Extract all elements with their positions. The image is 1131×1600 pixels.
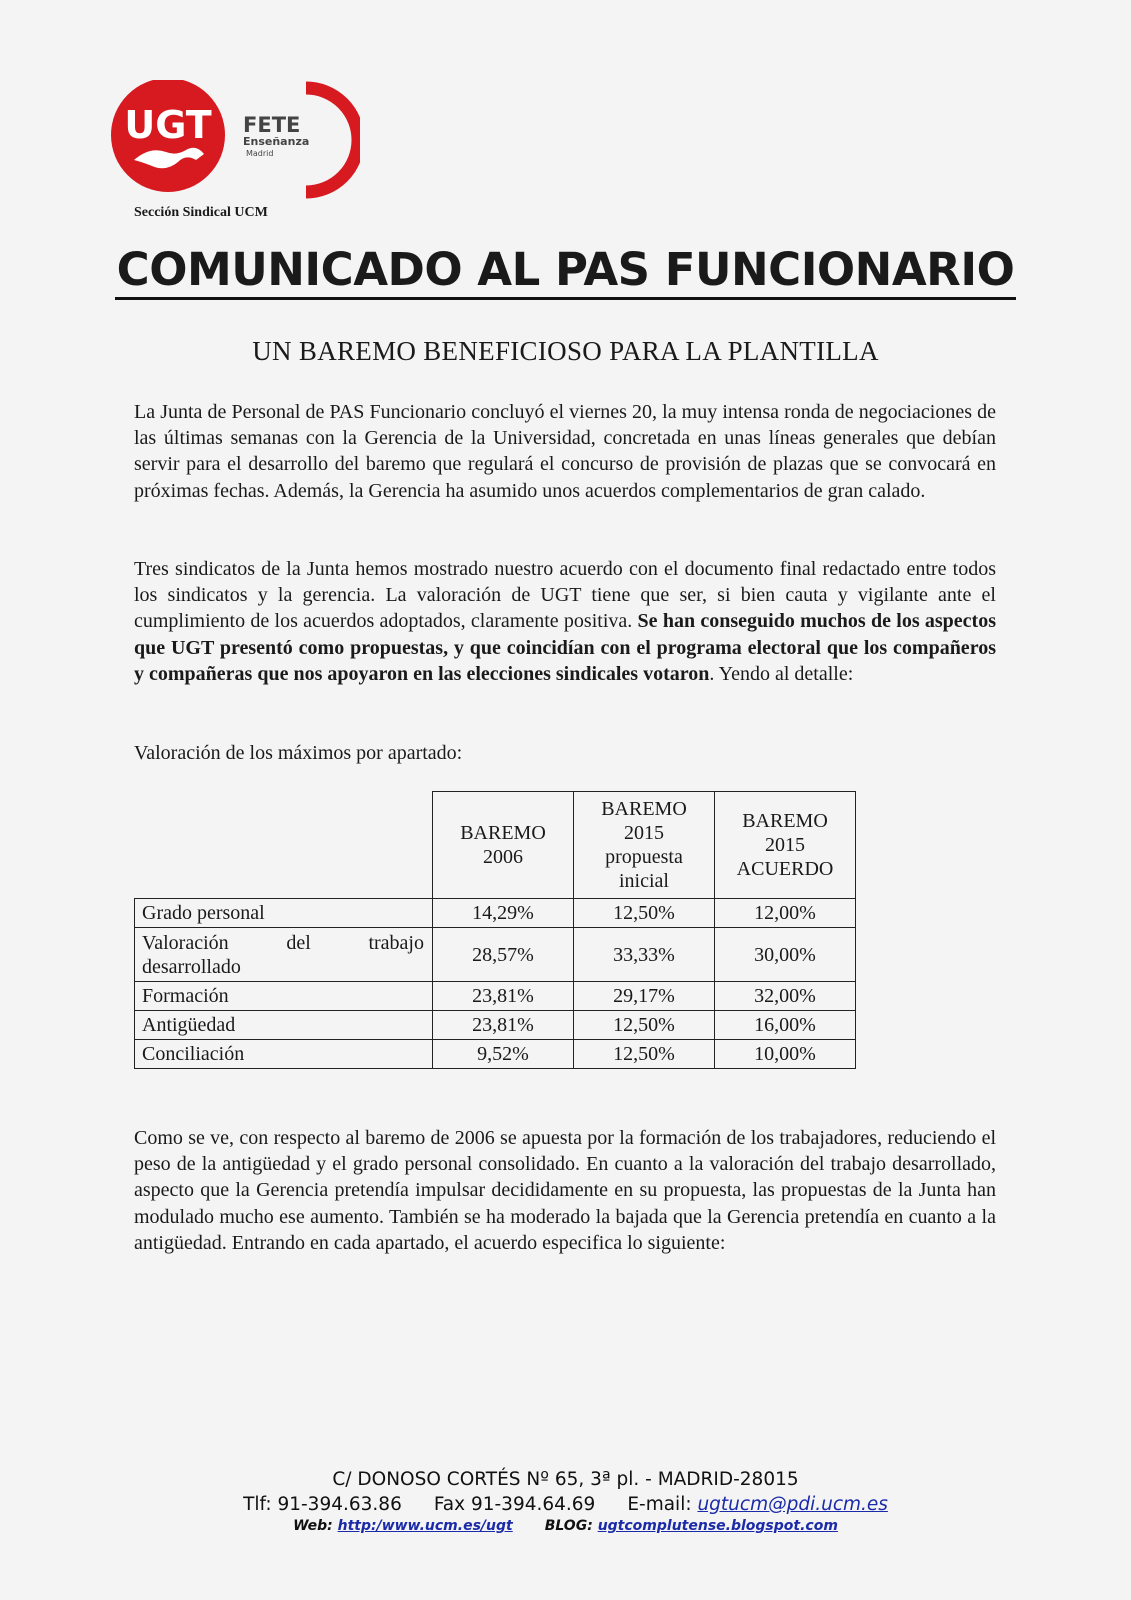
footer-address: C/ DONOSO CORTÉS Nº 65, 3ª pl. - MADRID-28015 bbox=[332, 1469, 799, 1490]
footer-tel: Tlf: 91-394.63.86 bbox=[243, 1494, 402, 1515]
ugt-fete-logo bbox=[110, 80, 360, 200]
fete-logo-arc bbox=[306, 88, 358, 192]
row-label: Conciliación bbox=[135, 1040, 433, 1069]
cell-value: 12,50% bbox=[574, 1011, 715, 1040]
header-empty-cell bbox=[135, 792, 433, 899]
paragraph-intro: La Junta de Personal de PAS Funcionario concluyó el viernes 20, la muy intensa ronda de negociaciones de las últimas semanas con la Gerencia de la Universidad, concretada en unas líneas generales que debían servir para el desarrollo del baremo que regulará el concurso de provisión de plazas que se convocará en próximas fechas. Además, la Gerencia ha asumido unos acuerdos complementarios de gran calado. bbox=[134, 401, 996, 502]
table-row bbox=[135, 1040, 856, 1069]
cell-value: 28,57% bbox=[433, 928, 574, 982]
cell-value: 23,81% bbox=[433, 982, 574, 1011]
email-link[interactable]: ugtucm@pdi.ucm.es bbox=[697, 1494, 888, 1515]
footer-contact: Tlf: 91-394.63.86 Fax 91-394.64.69 E-mail: ugtucm@pdi.ucm.es bbox=[243, 1494, 888, 1515]
table-row bbox=[135, 982, 856, 1011]
cell-value: 33,33% bbox=[574, 928, 715, 982]
baremo-table bbox=[134, 791, 856, 1069]
row-label: Valoración del trabajo desarrollado bbox=[135, 928, 433, 982]
table-row bbox=[135, 928, 856, 982]
cell-value: 14,29% bbox=[433, 899, 574, 928]
cell-value: 12,00% bbox=[715, 899, 856, 928]
web-link[interactable]: http:/www.ucm.es/ugt bbox=[337, 1518, 513, 1534]
header-baremo-2015-acuerdo: BAREMO 2015 ACUERDO bbox=[715, 792, 856, 899]
fete-logo-text: FETE bbox=[243, 113, 301, 137]
paragraph-conclusion: Como se ve, con respecto al baremo de 2006 se apuesta por la formación de los trabajadores, reduciendo el peso de la antigüedad y el grado personal consolidado. En cuanto a la valoración del trabajo desarrollado, aspecto que la Gerencia pretendía impulsar decididamente en su propuesta, las propuestas de la Junta han modulado mucho ese aumento. También se ha moderado la bajada que la Gerencia pretendía en cuanto a la antigüedad. Entrando en cada apartado, el acuerdo especifica lo siguiente: bbox=[134, 1127, 996, 1254]
page-subtitle: UN BAREMO BENEFICIOSO PARA LA PLANTILLA bbox=[252, 336, 879, 366]
ugt-logo-text: UGT bbox=[124, 103, 212, 147]
cell-value: 9,52% bbox=[433, 1040, 574, 1069]
table-header-row bbox=[135, 792, 856, 899]
cell-value: 32,00% bbox=[715, 982, 856, 1011]
header-baremo-2015-propuesta: BAREMO 2015 propuesta inicial bbox=[574, 792, 715, 899]
cell-value: 30,00% bbox=[715, 928, 856, 982]
fete-logo-sub2: Madrid bbox=[246, 149, 274, 158]
row-label: Antigüedad bbox=[135, 1011, 433, 1040]
table-caption: Valoración de los máximos por apartado: bbox=[134, 742, 463, 764]
cell-value: 23,81% bbox=[433, 1011, 574, 1040]
row-label: Grado personal bbox=[135, 899, 433, 928]
table-row bbox=[135, 1011, 856, 1040]
paragraph-valoracion: Tres sindicatos de la Junta hemos mostrado nuestro acuerdo con el documento final redactado entre todos los sindicatos y la gerencia. La valoración de UGT tiene que ser, si bien cauta y vigilante ante el cumplimiento de los acuerdos adoptados, claramente positiva. Se han conseguido muchos de los aspectos que UGT presentó como propuestas, y que coincidían con el programa electoral que los compañeros y compañeras que nos apoyaron en las elecciones sindicales votaron. Yendo al detalle: bbox=[134, 558, 996, 685]
cell-value: 29,17% bbox=[574, 982, 715, 1011]
page-title: COMUNICADO AL PAS FUNCIONARIO bbox=[0, 243, 1131, 297]
section-label: Sección Sindical UCM bbox=[134, 205, 268, 220]
cell-value: 12,50% bbox=[574, 1040, 715, 1069]
cell-value: 12,50% bbox=[574, 899, 715, 928]
table-row bbox=[135, 899, 856, 928]
row-label: Formación bbox=[135, 982, 433, 1011]
blog-link[interactable]: ugtcomplutense.blogspot.com bbox=[597, 1518, 838, 1534]
cell-value: 16,00% bbox=[715, 1011, 856, 1040]
footer-links: Web: http:/www.ucm.es/ugt BLOG: ugtcomplutense.blogspot.com bbox=[293, 1518, 838, 1534]
cell-value: 10,00% bbox=[715, 1040, 856, 1069]
header-baremo-2006: BAREMO 2006 bbox=[433, 792, 574, 899]
footer-fax: Fax 91-394.64.69 bbox=[433, 1494, 596, 1515]
fete-logo-sub1: Enseñanza bbox=[243, 135, 310, 148]
